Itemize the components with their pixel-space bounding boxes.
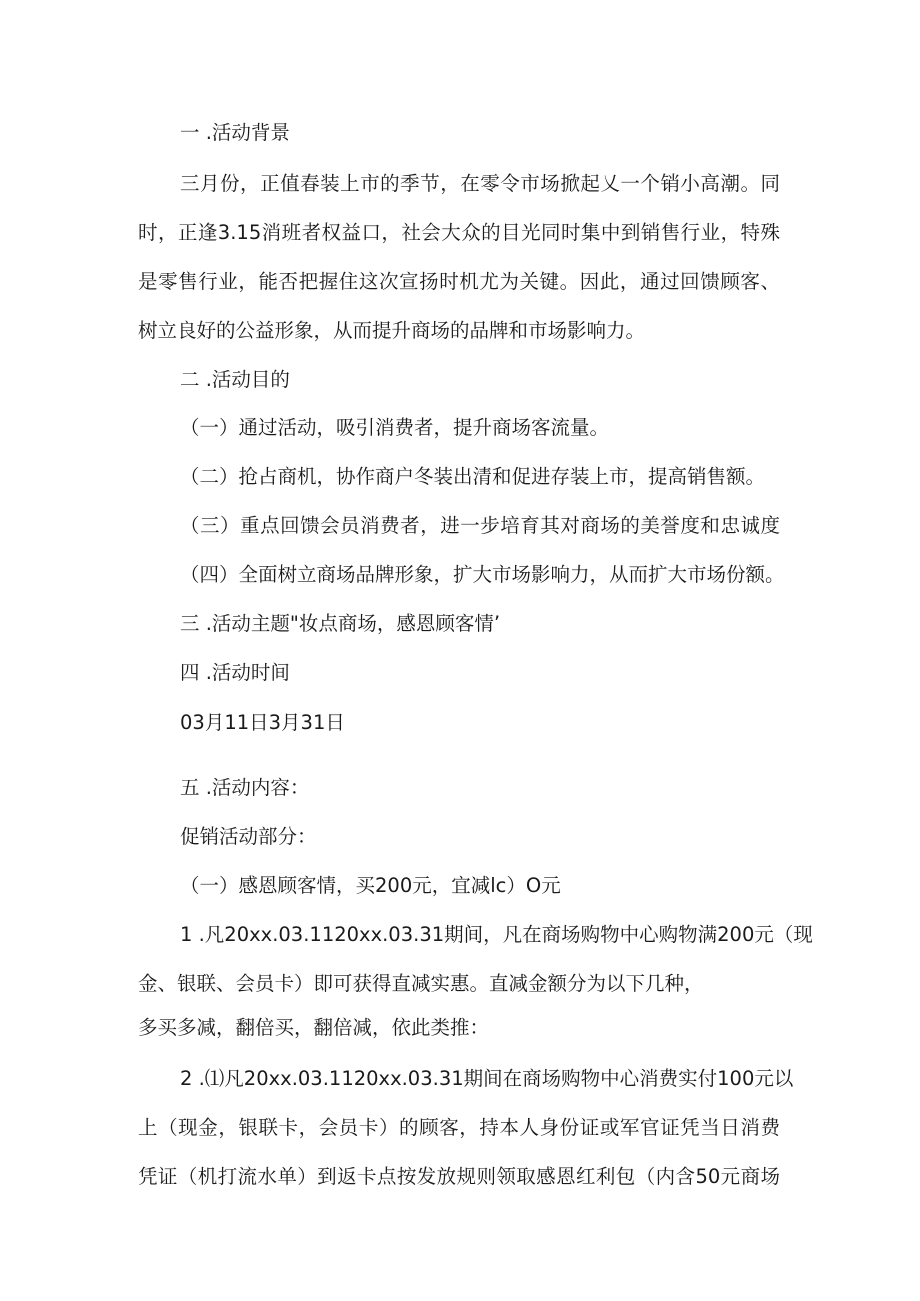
activity-date: 03月11日3月31日 [180,711,345,734]
paragraph-line: 时，正逢3.15消班者权益口，社会大众的目光同时集中到销售行业，特殊 [138,221,780,244]
list-item: （四）全面树立商场品牌形象，扩大市场影响力，从而扩大市场份额。 [180,563,785,586]
subsection-heading: 促销活动部分： [180,825,317,848]
list-item: （一）感恩顾客情，买200元，宜减lc）O元 [180,874,561,897]
paragraph-line: 树立良好的公益形象，从而提升商场的品牌和市场影响力。 [138,319,646,342]
paragraph-line: 是零售行业，能否把握住这次宣扬时机尤为关键。因此，通过回馈顾客、 [138,270,780,293]
section-heading-time: 四 .活动时间 [180,661,290,684]
section-heading-purpose: 二 .活动目的 [180,368,290,391]
paragraph-line: 上（现金，银联卡，会员卡）的顾客，持本人身份证或军官证凭当日消费 [138,1116,780,1139]
paragraph-line: 凭证（机打流水单）到返卡点按发放规则领取感恩红利包（内含50元商场 [138,1165,780,1188]
paragraph-line: 三月份，正值春装上市的季节，在零令市场掀起乂一个销小高潮。同 [180,172,780,195]
paragraph-line: 1 .凡20xx.03.1120xx.03.31期间，凡在商场购物中心购物满200元（现 [180,923,813,946]
section-heading-content: 五 .活动内容： [180,776,310,799]
paragraph-line: 多买多减，翻倍买，翻倍减，依此类推： [138,1016,490,1039]
list-item: （二）抢占商机，协作商户冬装出清和促进存装上市，提高销售额。 [180,465,766,488]
paragraph-line: 2 .⑴凡20xx.03.1120xx.03.31期间在商场购物中心消费实付100元以 [180,1067,794,1090]
list-item: （三）重点回馈会员消费者，进一步培育其对商场的美誉度和忠诚度 [180,514,780,537]
paragraph-line: 金、银联、会员卡）即可获得直减实惠。直减金额分为以下几种， [138,972,704,995]
section-heading-theme: 三 .活动主题"妆点商场，感恩顾客情’ [180,612,501,635]
list-item: （一）通过活动，吸引消费者，提升商场客流量。 [180,416,610,439]
section-heading-background: 一 .活动背景 [180,121,290,144]
